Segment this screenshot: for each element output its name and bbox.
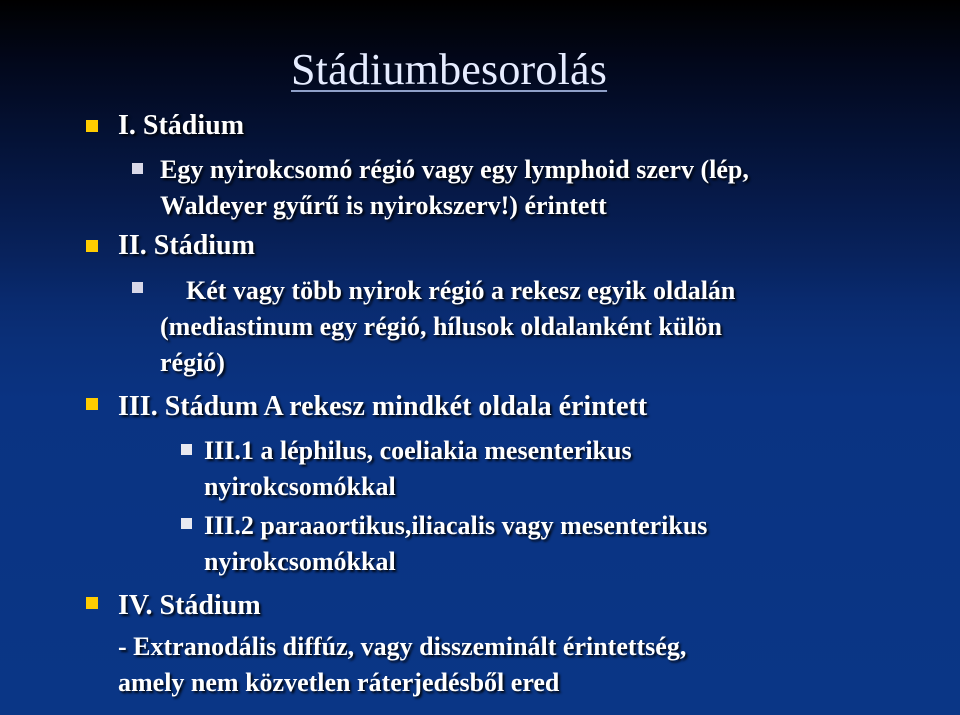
stage1-description-line1: Egy nyirokcsomó régió vagy egy lymphoid szerv (lép,: [160, 155, 749, 184]
sub-bullet-square-icon: [181, 518, 192, 529]
stage3-label: III. Stádum A rekesz mindkét oldala érintett: [118, 391, 648, 422]
bullet-square-icon: [86, 398, 98, 410]
stage1-description-line2: Waldeyer gyűrű is nyirokszerv!) érintett: [160, 191, 607, 220]
stage2-description-line2: (mediastinum egy régió, hílusok oldalanként külön: [160, 312, 722, 341]
slide-title: Stádiumbesorolás: [291, 45, 608, 94]
stage4-label: IV. Stádium: [118, 590, 261, 621]
stage1-label: I. Stádium: [118, 110, 245, 141]
bullet-square-icon: [86, 597, 98, 609]
stage2-label: II. Stádium: [118, 230, 255, 261]
stage2-description-line3: régió): [160, 348, 225, 377]
stage3-sub2-line1: III.2 paraaortikus,iliacalis vagy mesenterikus: [204, 511, 708, 540]
sub-bullet-square-icon: [132, 163, 143, 174]
stage3-sub1-line1: III.1 a léphilus, coeliakia mesenterikus: [204, 436, 632, 465]
stage3-sub2-line2: nyirokcsomókkal: [204, 547, 396, 576]
sub-bullet-square-icon: [181, 444, 192, 455]
sub-bullet-square-icon: [132, 282, 143, 293]
stage4-description-line2: amely nem közvetlen ráterjedésből ered: [118, 668, 560, 697]
stage3-sub1-line2: nyirokcsomókkal: [204, 472, 396, 501]
stage4-description-line1: - Extranodális diffúz, vagy disszeminált érintettség,: [118, 632, 687, 661]
stage2-description-line1: Két vagy több nyirok régió a rekesz egyik oldalán: [186, 276, 736, 305]
bullet-square-icon: [86, 240, 98, 252]
bullet-square-icon: [86, 120, 98, 132]
